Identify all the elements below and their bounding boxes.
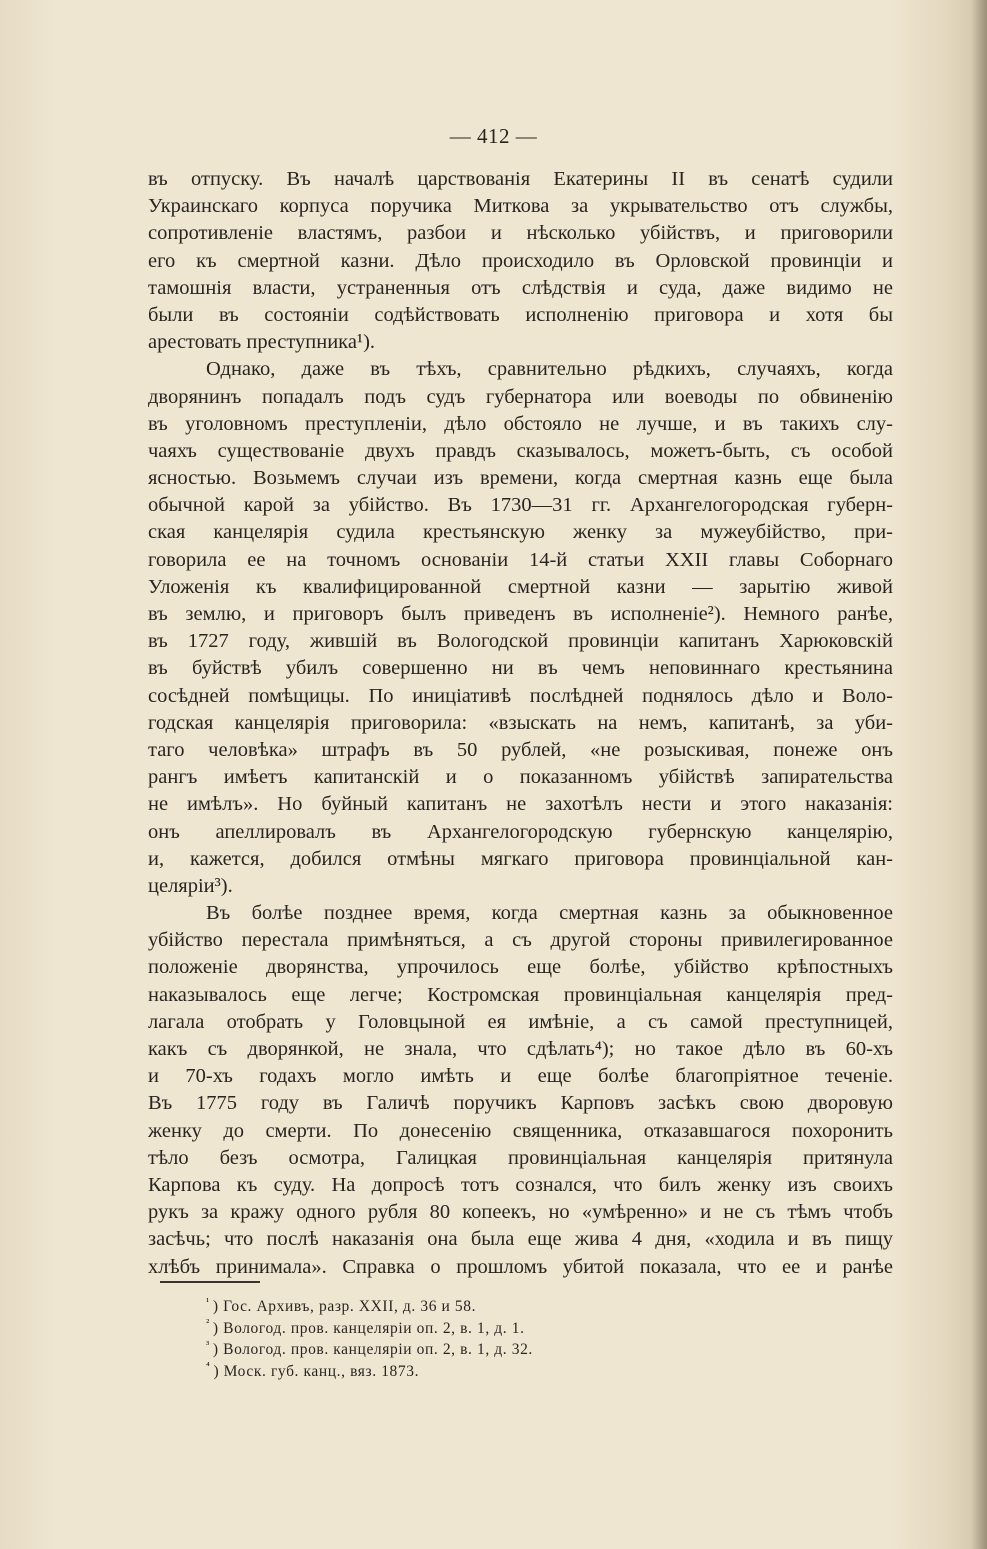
text-line: рукъ за кражу одного рубля 80 копеекъ, но «умѣренно» и не съ тѣмъ чтобъ xyxy=(148,1201,893,1224)
text-line: таго человѣка» штрафъ въ 50 рублей, «не розыскивая, понеже онъ xyxy=(148,738,893,761)
text-line: дворянинъ попадалъ подъ судъ губернатора или воеводы по обвиненію xyxy=(148,385,893,408)
text-line: лагала отобрать у Головцыной ея имѣніе, а съ самой преступницей, xyxy=(148,1010,893,1033)
footnote-text: ) Вологод. пров. канцеляріи оп. 2, в. 1, д. 32. xyxy=(212,1341,533,1358)
text-line: въ землю, и приговоръ былъ приведенъ въ исполненіе²). Немного ранѣе, xyxy=(148,603,893,625)
footnotes xyxy=(206,1296,533,1382)
text-line: убійство перестала примѣняться, а съ другой стороны привилегированное xyxy=(148,929,893,952)
footnote-mark: ³ xyxy=(206,1338,210,1351)
footnote-item xyxy=(206,1318,533,1340)
text-line: Однако, даже въ тѣхъ, сравнительно рѣдкихъ, случаяхъ, когда xyxy=(206,358,893,381)
text-line: Въ болѣе позднее время, когда смертная казнь за обыкновенное xyxy=(206,902,893,925)
footnote-item xyxy=(206,1296,533,1318)
text-line: Украинскаго корпуса поручика Миткова за укрывательство отъ службы, xyxy=(148,195,893,218)
text-line: наказывалось еще легче; Костромская провинціальная канцелярія пред- xyxy=(148,983,893,1006)
page-number: — 412 — xyxy=(449,124,538,148)
footnote-mark: ² xyxy=(206,1317,210,1330)
text-line: въ отпуску. Въ началѣ царствованія Екатерины II въ сенатѣ судили xyxy=(148,168,893,190)
text-line: женку до смерти. По донесенію священника, отказавшагося похоронить xyxy=(148,1119,893,1142)
text-line: целяріи³). xyxy=(148,874,233,897)
body-text xyxy=(148,166,893,1281)
footnote-item xyxy=(206,1339,533,1361)
footnote-item xyxy=(206,1361,533,1383)
text-line: положеніе дворянства, упрочилось еще болѣе, убійство крѣпостныхъ xyxy=(148,956,893,979)
footnote-divider xyxy=(160,1281,260,1283)
footnote-mark: ⁴ xyxy=(206,1360,211,1373)
footnote-text: ) Гос. Архивъ, разр. XXII, д. 36 и 58. xyxy=(212,1298,477,1315)
text-line: въ уголовномъ преступленіи, дѣло обстояло не лучше, и въ такихъ слу- xyxy=(148,412,893,435)
text-line: какъ съ дворянкой, не знала, что сдѣлать⁴); но такое дѣло въ 60-хъ xyxy=(148,1038,893,1060)
text-line: говорила ее на точномъ основаніи 14-й статьи XXII главы Соборнаго xyxy=(148,548,893,571)
text-line: хлѣбъ принимала». Справка о прошломъ убитой показала, что ее и ранѣе xyxy=(148,1255,893,1278)
footnote-text: ) Вологод. пров. канцеляріи оп. 2, в. 1, д. 1. xyxy=(212,1319,525,1337)
book-spine-shadow xyxy=(971,0,987,1549)
text-line: ясностью. Возьмемъ случаи изъ времени, когда смертная казнь еще была xyxy=(148,467,893,490)
text-line: въ 1727 году, жившій въ Вологодской провинціи капитанъ Харюковскій xyxy=(148,630,893,653)
text-line: рангъ имѣетъ капитанскій и о показанномъ убійствѣ запирательства xyxy=(148,766,893,789)
footnote-text: ) Моск. губ. канц., вяз. 1873. xyxy=(213,1362,420,1380)
text-line: годская канцелярія приговорила: «взыскать на немъ, капитанѣ, за уби- xyxy=(148,711,893,734)
text-line: и, кажется, добился отмѣны мягкаго приговора провинціальной кан- xyxy=(148,847,893,870)
text-line: Уложенія къ квалифицированной смертной казни — зарытію живой xyxy=(148,575,893,598)
text-line: онъ апеллировалъ въ Архангелогородскую губернскую канцелярію, xyxy=(148,820,893,843)
text-line: его къ смертной казни. Дѣло происходило въ Орловской провинціи и xyxy=(148,249,893,272)
text-line: въ буйствѣ убилъ совершенно ни въ чемъ неповиннаго крестьянина xyxy=(148,657,893,680)
text-line: тѣло безъ осмотра, Галицкая провинціальная канцелярія притянула xyxy=(148,1146,893,1169)
text-line: были въ состояніи содѣйствовать исполненію приговора и хотя бы xyxy=(148,303,893,326)
text-line: обычной карой за убійство. Въ 1730—31 гг. Архангелогородская губерн- xyxy=(148,494,893,517)
text-line: чаяхъ существованіе двухъ правдъ сказывалось, можетъ-быть, съ особой xyxy=(148,439,893,462)
text-line: Въ 1775 году въ Галичѣ поручикъ Карповъ засѣкъ свою дворовую xyxy=(148,1092,893,1115)
text-line: не имѣлъ». Но буйный капитанъ не захотѣлъ нести и этого наказанія: xyxy=(148,793,893,816)
text-line: и 70-хъ годахъ могло имѣть и еще болѣе благопріятное теченіе. xyxy=(148,1065,893,1088)
text-line: засѣчь; что послѣ наказанія она была еще жива 4 дня, «ходила и въ пищу xyxy=(148,1228,893,1251)
text-line: сосѣдней помѣщицы. По иниціативѣ послѣдней поднялось дѣло и Воло- xyxy=(148,684,893,707)
text-line: Карпова къ суду. На допросѣ тотъ сознался, что билъ женку изъ своихъ xyxy=(148,1173,893,1196)
text-line: ская канцелярія судила крестьянскую женку за мужеубійство, при- xyxy=(148,521,893,544)
text-line: арестовать преступника¹). xyxy=(148,331,376,354)
text-line: тамошнія власти, устраненныя отъ слѣдствія и суда, даже видимо не xyxy=(148,276,893,299)
footnote-mark: ¹ xyxy=(206,1295,210,1308)
text-line: сопротивленіе властямъ, разбои и нѣсколько убійствъ, и приговорили xyxy=(148,222,893,245)
